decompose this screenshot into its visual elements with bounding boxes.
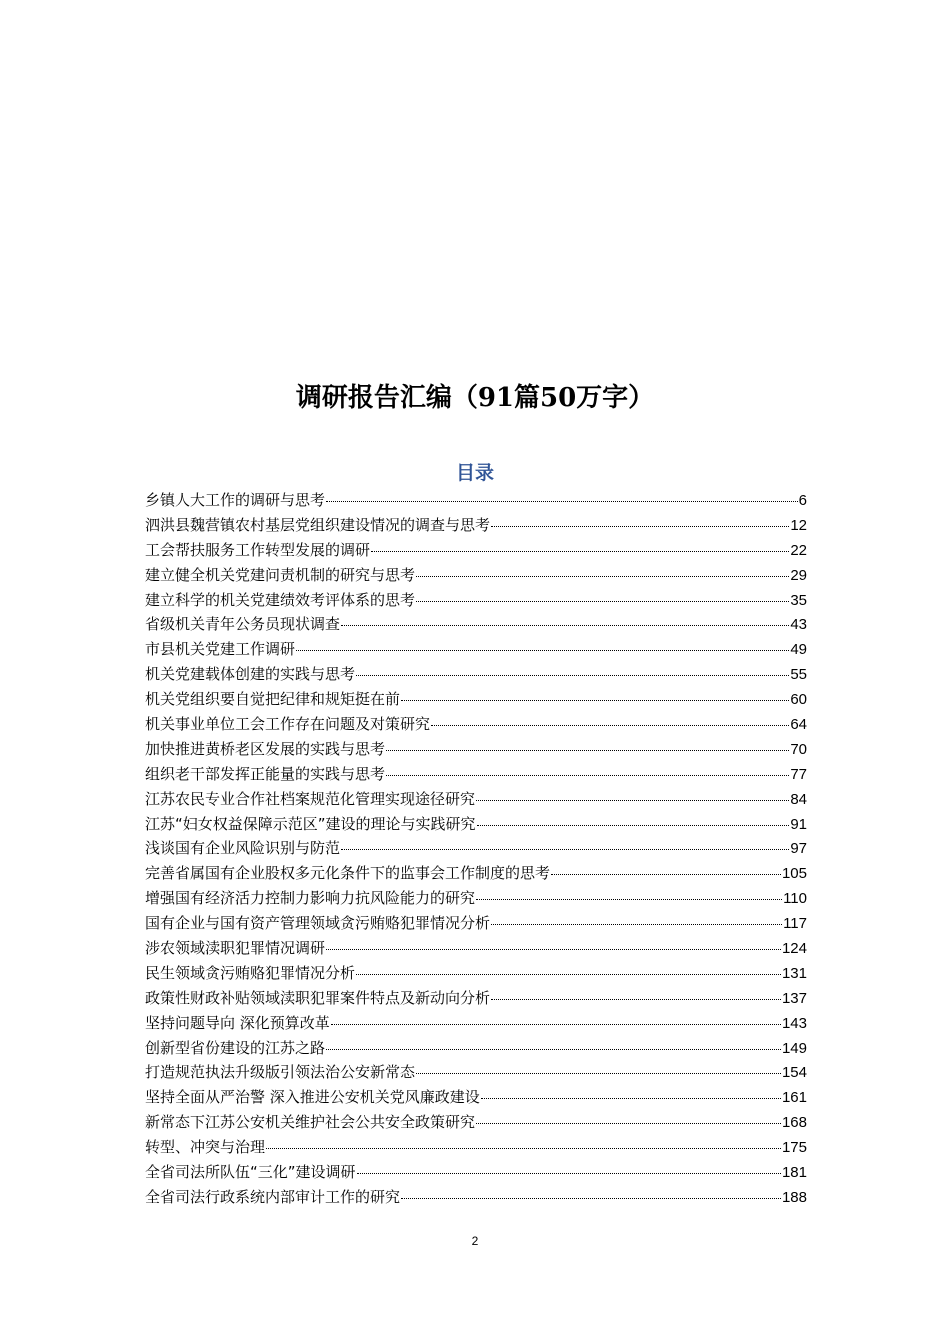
toc-entry-title[interactable]: 打造规范执法升级版引领法治公安新常态 xyxy=(145,1063,416,1082)
toc-entry-title[interactable]: 市县机关党建工作调研 xyxy=(145,640,296,659)
toc-dot-leader xyxy=(416,1072,781,1074)
toc-dot-leader xyxy=(416,600,789,602)
toc-entry[interactable] xyxy=(145,488,807,513)
toc-dot-leader xyxy=(401,1197,781,1199)
toc-entry[interactable] xyxy=(145,886,807,911)
toc-entry[interactable] xyxy=(145,1036,807,1061)
toc-entry-page[interactable]: 117 xyxy=(783,915,807,933)
toc-entry-page[interactable]: 175 xyxy=(781,1139,807,1157)
toc-entry[interactable] xyxy=(145,588,807,613)
toc-entry[interactable] xyxy=(145,1160,807,1185)
toc-entry-title[interactable]: 泗洪县魏营镇农村基层党组织建设情况的调查与思考 xyxy=(145,515,491,534)
toc-entry[interactable] xyxy=(145,712,807,737)
toc-entry-page[interactable]: 105 xyxy=(781,865,807,883)
toc-entry-page[interactable]: 29 xyxy=(790,566,807,584)
toc-entry-page[interactable]: 154 xyxy=(781,1064,807,1082)
toc-entry-title[interactable]: 机关党组织要自觉把纪律和规矩挺在前 xyxy=(145,690,401,709)
toc-entry-page[interactable]: 64 xyxy=(790,716,807,734)
toc-heading: 目录 xyxy=(455,462,494,484)
toc-entry[interactable] xyxy=(145,787,807,812)
toc-entry[interactable] xyxy=(145,1110,807,1135)
toc-entry[interactable] xyxy=(145,812,807,837)
toc-entry-page[interactable]: 181 xyxy=(781,1164,807,1182)
toc-entry-page[interactable]: 55 xyxy=(790,666,807,684)
toc-entry[interactable] xyxy=(145,687,807,712)
toc-entry[interactable] xyxy=(145,513,807,538)
toc-dot-leader xyxy=(476,799,789,801)
toc-entry-title[interactable]: 转型、冲突与治理 xyxy=(145,1138,266,1157)
toc-entry-title[interactable]: 机关党建载体创建的实践与思考 xyxy=(145,665,356,684)
toc-entry[interactable] xyxy=(145,1135,807,1160)
toc-entry[interactable] xyxy=(145,986,807,1011)
toc-entry-page[interactable]: 12 xyxy=(790,516,807,534)
toc-entry-title[interactable]: 坚持全面从严治警 深入推进公安机关党风廉政建设 xyxy=(145,1088,480,1107)
toc-entry-title[interactable]: 加快推进黄桥老区发展的实践与思考 xyxy=(145,739,386,758)
toc-entry-page[interactable]: 91 xyxy=(790,815,807,833)
toc-dot-leader xyxy=(431,724,789,726)
toc-entry-page[interactable]: 77 xyxy=(790,765,807,783)
toc-entry-page[interactable]: 124 xyxy=(781,940,807,958)
toc-entry-title[interactable]: 政策性财政补贴领域渎职犯罪案件特点及新动向分析 xyxy=(145,988,491,1007)
toc-entry[interactable] xyxy=(145,1011,807,1036)
toc-entry-page[interactable]: 149 xyxy=(781,1039,807,1057)
toc-entry-page[interactable]: 143 xyxy=(781,1014,807,1032)
toc-entry-page[interactable]: 6 xyxy=(798,492,807,509)
toc-entry-title[interactable]: 民生领域贪污贿赂犯罪情况分析 xyxy=(145,963,356,982)
toc-entry-title[interactable]: 全省司法行政系统内部审计工作的研究 xyxy=(145,1187,401,1206)
toc-entry[interactable] xyxy=(145,563,807,588)
toc-entry-title[interactable]: 机关事业单位工会工作存在问题及对策研究 xyxy=(145,715,431,734)
toc-entry-page[interactable]: 137 xyxy=(781,989,807,1007)
toc-dot-leader xyxy=(491,923,782,925)
toc-dot-leader xyxy=(326,500,798,502)
toc-entry[interactable] xyxy=(145,911,807,936)
toc-entry-title[interactable]: 建立健全机关党建问责机制的研究与思考 xyxy=(145,565,416,584)
toc-dot-leader xyxy=(341,624,789,626)
toc-entry[interactable] xyxy=(145,1060,807,1085)
toc-entry[interactable] xyxy=(145,737,807,762)
toc-entry-page[interactable]: 43 xyxy=(790,616,807,634)
toc-entry-title[interactable]: 乡镇人大工作的调研与思考 xyxy=(145,491,326,509)
toc-dot-leader xyxy=(326,948,781,950)
toc-dot-leader xyxy=(416,575,789,577)
toc-entry[interactable] xyxy=(145,662,807,687)
toc-dot-leader xyxy=(296,649,789,651)
toc-entry-page[interactable]: 97 xyxy=(790,840,807,858)
toc-entry-title[interactable]: 创新型省份建设的江苏之路 xyxy=(145,1038,326,1057)
toc-entry-title[interactable]: 国有企业与国有资产管理领域贪污贿赂犯罪情况分析 xyxy=(145,914,491,933)
toc-dot-leader xyxy=(356,674,789,676)
toc-entry-page[interactable]: 131 xyxy=(781,964,807,982)
toc-entry-page[interactable]: 49 xyxy=(790,641,807,659)
toc-dot-leader xyxy=(491,525,789,527)
toc-entry[interactable] xyxy=(145,762,807,787)
toc-entry-page[interactable]: 161 xyxy=(781,1089,807,1107)
toc-entry-page[interactable]: 188 xyxy=(781,1188,807,1206)
toc-dot-leader xyxy=(356,973,781,975)
toc-entry-title[interactable]: 省级机关青年公务员现状调查 xyxy=(145,615,341,634)
toc-entry-page[interactable]: 70 xyxy=(790,740,807,758)
toc-entry[interactable] xyxy=(145,936,807,961)
toc-dot-leader xyxy=(476,898,782,900)
toc-entry-title[interactable]: 涉农领域渎职犯罪情况调研 xyxy=(145,939,326,958)
toc-entry[interactable] xyxy=(145,612,807,637)
toc-dot-leader xyxy=(326,1048,781,1050)
toc-dot-leader xyxy=(401,699,789,701)
toc-entry[interactable] xyxy=(145,1085,807,1110)
toc-entry-title[interactable]: 建立科学的机关党建绩效考评体系的思考 xyxy=(145,590,416,609)
toc-entry-page[interactable]: 60 xyxy=(790,691,807,709)
toc-dot-leader xyxy=(266,1147,781,1149)
toc-dot-leader xyxy=(551,873,781,875)
toc-entry-title[interactable]: 增强国有经济活力控制力影响力抗风险能力的研究 xyxy=(145,889,476,908)
document-title: 调研报告汇编（91篇50万字） xyxy=(295,383,655,413)
toc-entry-title[interactable]: 坚持问题导向 深化预算改革 xyxy=(145,1013,330,1032)
toc-dot-leader xyxy=(476,1122,781,1124)
toc-dot-leader xyxy=(341,848,789,850)
toc-entry-title[interactable]: 新常态下江苏公安机关维护社会公共安全政策研究 xyxy=(145,1113,476,1132)
toc-dot-leader xyxy=(357,1172,781,1174)
table-of-contents xyxy=(145,488,807,1210)
toc-entry-page[interactable]: 110 xyxy=(783,890,807,908)
toc-entry[interactable] xyxy=(145,1185,807,1210)
toc-dot-leader xyxy=(386,749,789,751)
toc-entry-title[interactable]: 浅谈国有企业风险识别与防范 xyxy=(145,839,341,858)
toc-dot-leader xyxy=(481,1097,781,1099)
toc-entry-title[interactable]: 工会帮扶服务工作转型发展的调研 xyxy=(145,540,371,559)
toc-entry-title[interactable]: 组织老干部发挥正能量的实践与思考 xyxy=(145,764,386,783)
toc-entry-title[interactable]: 江苏“妇女权益保障示范区”建设的理论与实践研究 xyxy=(145,814,476,833)
toc-entry-title[interactable]: 完善省属国有企业股权多元化条件下的监事会工作制度的思考 xyxy=(145,864,551,883)
toc-dot-leader xyxy=(386,774,789,776)
toc-entry-title[interactable]: 全省司法所队伍“三化”建设调研 xyxy=(145,1163,356,1182)
toc-entry-page[interactable]: 168 xyxy=(781,1114,807,1132)
toc-dot-leader xyxy=(491,998,781,1000)
toc-entry-page[interactable]: 84 xyxy=(790,790,807,808)
toc-entry[interactable] xyxy=(145,861,807,886)
page-number: 2 xyxy=(471,1234,479,1248)
toc-entry-page[interactable]: 35 xyxy=(790,591,807,609)
toc-entry[interactable] xyxy=(145,836,807,861)
toc-entry-title[interactable]: 江苏农民专业合作社档案规范化管理实现途径研究 xyxy=(145,789,476,808)
toc-entry-page[interactable]: 22 xyxy=(790,541,807,559)
toc-dot-leader xyxy=(477,824,790,826)
toc-entry[interactable] xyxy=(145,637,807,662)
toc-dot-leader xyxy=(371,550,789,552)
toc-dot-leader xyxy=(331,1023,781,1025)
toc-entry[interactable] xyxy=(145,538,807,563)
toc-entry[interactable] xyxy=(145,961,807,986)
